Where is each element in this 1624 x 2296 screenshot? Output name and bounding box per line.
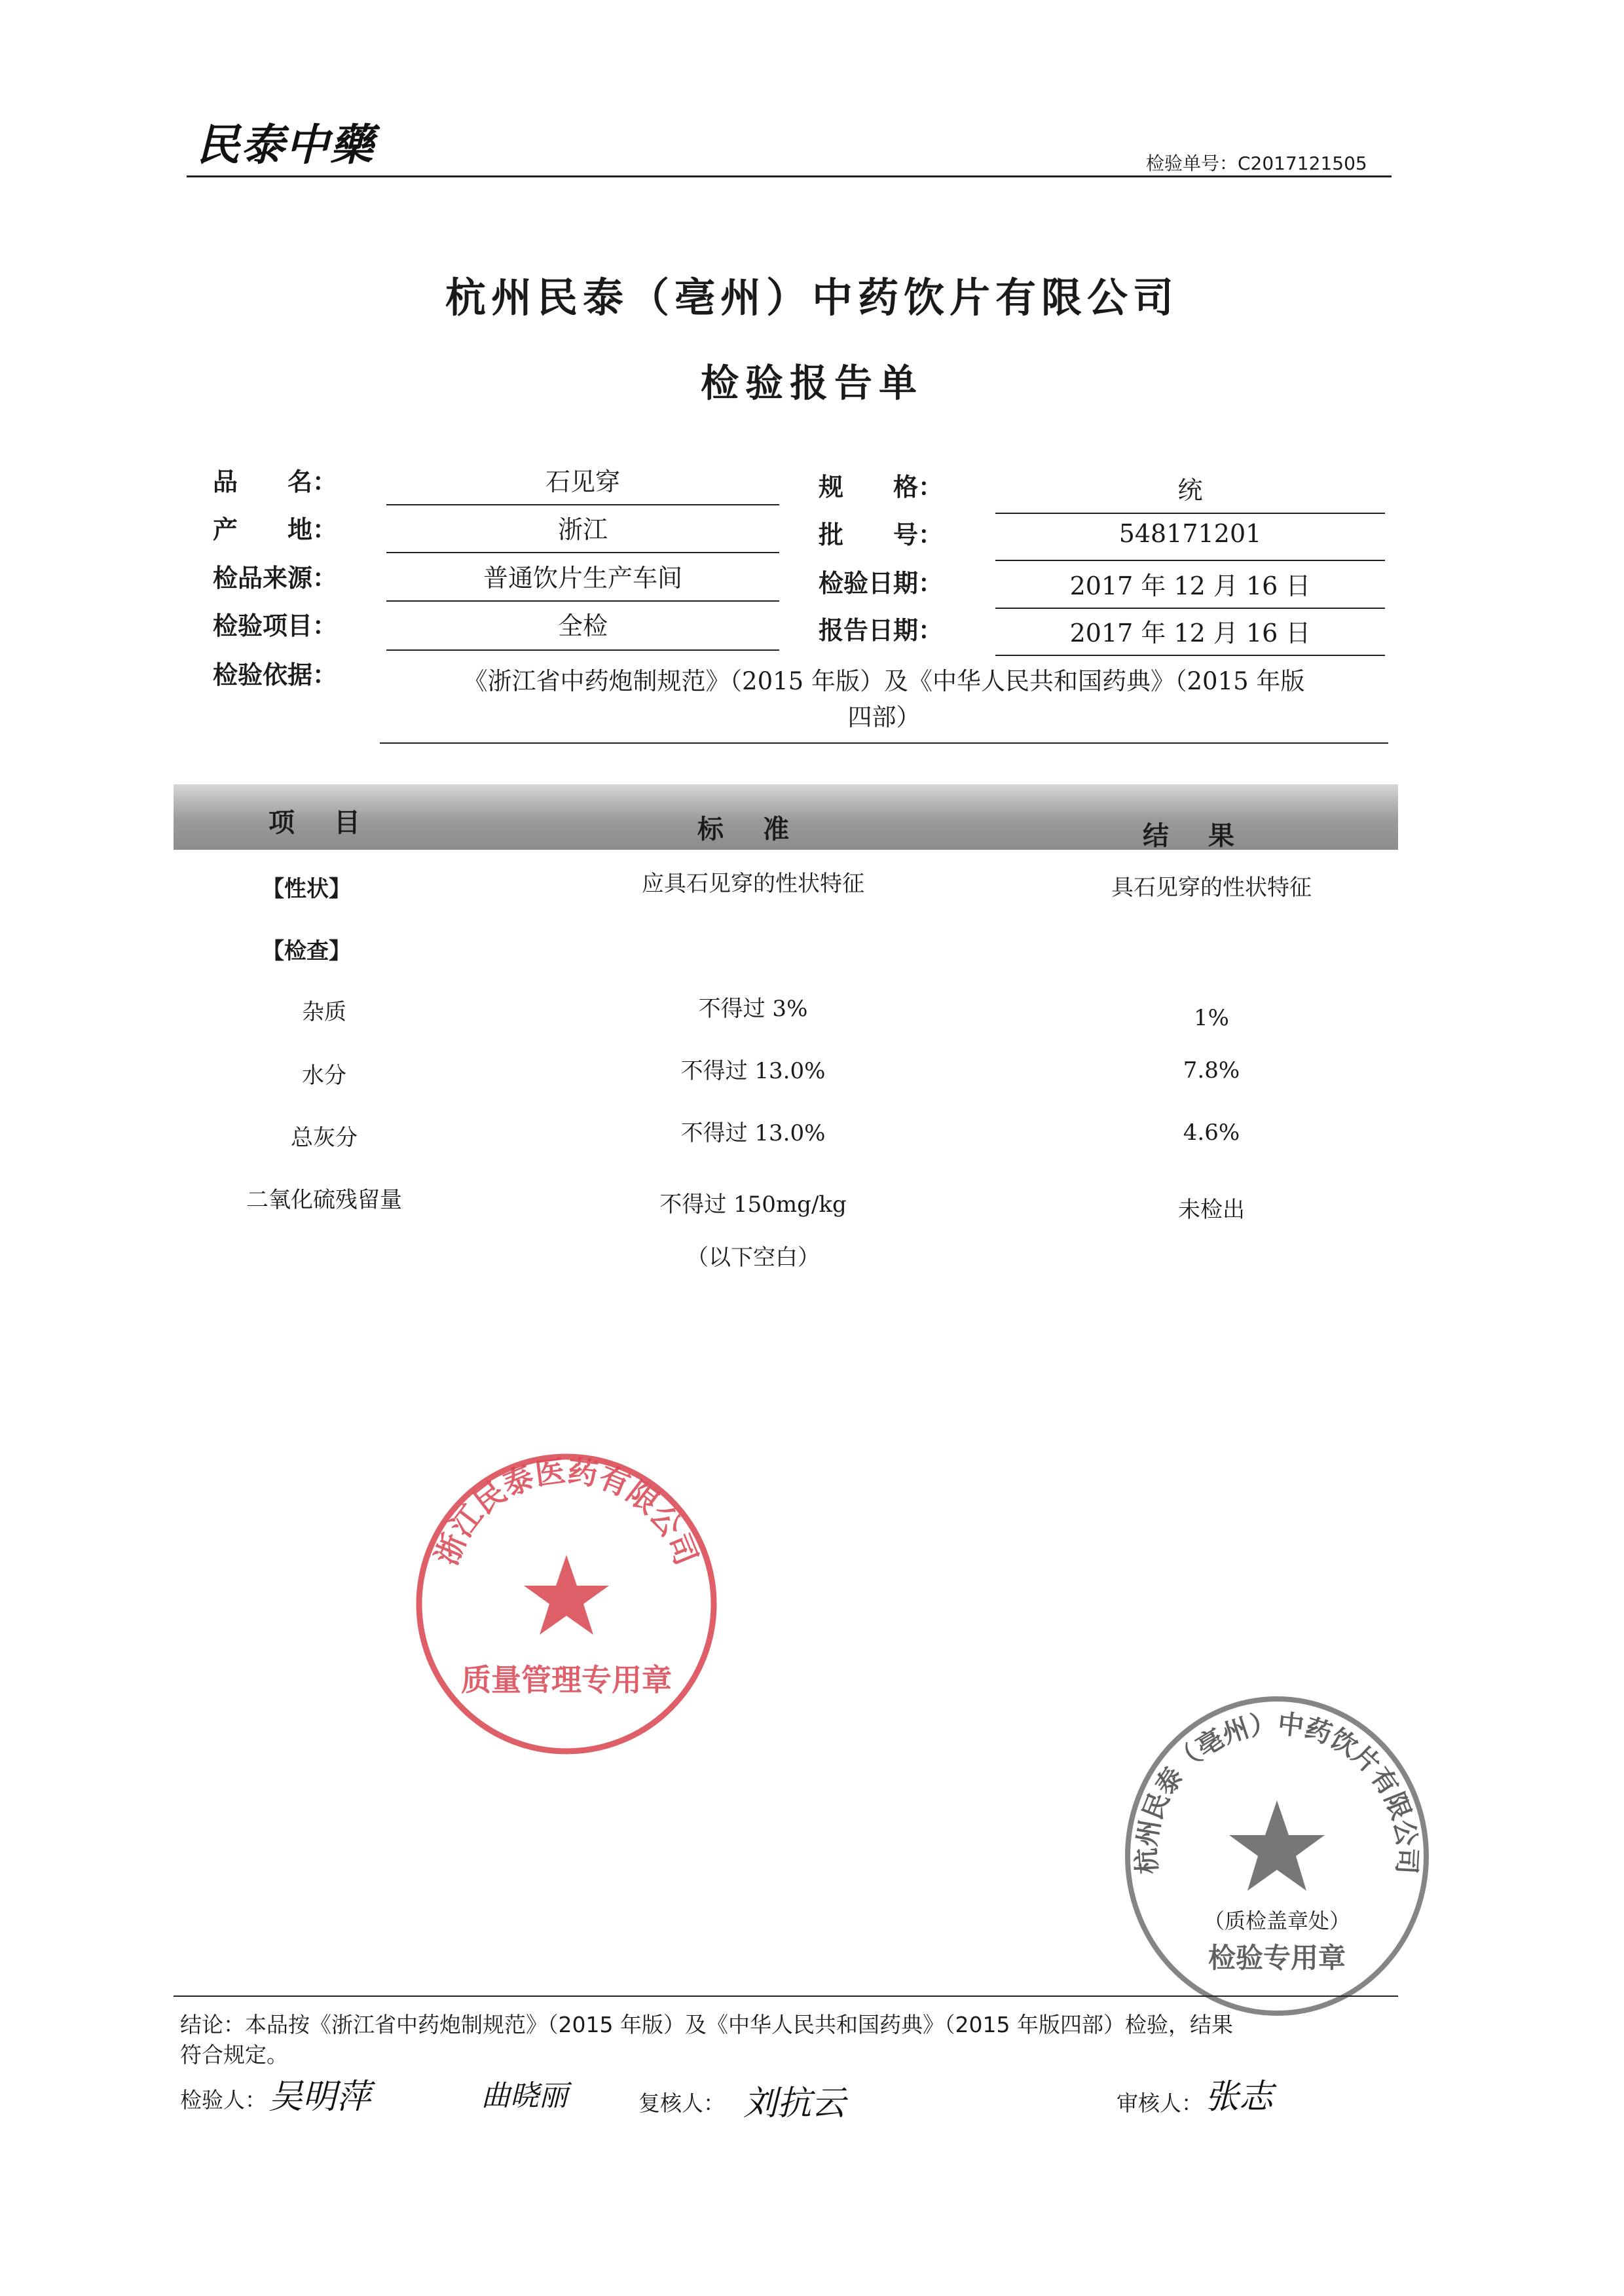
basis-line-2: 四部）: [847, 703, 921, 731]
conclusion: [180, 2010, 1398, 2070]
product-name-label: 品 名：: [213, 467, 338, 496]
svg-text:浙江民泰医药有限公司: 浙江民泰医药有限公司: [428, 1453, 705, 1570]
batch-value: 548171201: [1118, 519, 1262, 548]
origin-value: 浙江: [557, 515, 608, 544]
table-row-result: 1%: [1194, 1005, 1229, 1031]
table-row-standard: 应具石见穿的性状特征: [642, 871, 864, 897]
reviewer-signature: 刘抗云: [743, 2084, 846, 2123]
basis-label: 检验依据：: [213, 661, 338, 689]
col-header-standard: 标准: [697, 814, 828, 845]
quality-stamp-red: [409, 1447, 724, 1761]
batch-underline: [995, 560, 1385, 561]
report-date-value: 2017 年 12 月 16 日: [1069, 619, 1311, 647]
report-date-underline: [995, 655, 1385, 656]
approver-label: 审核人：: [1116, 2090, 1203, 2116]
company-name: 杭州民泰（亳州）中药饮片有限公司: [445, 274, 1179, 321]
table-row-result: 具石见穿的性状特征: [1111, 875, 1312, 901]
item-underline: [386, 649, 779, 651]
col-header-result: 结果: [1143, 821, 1274, 851]
reviewer-label: 复核人：: [638, 2090, 725, 2116]
spec-underline: [995, 513, 1385, 514]
batch-label: 批 号：: [819, 520, 944, 549]
conclusion-divider: [174, 1995, 1398, 1997]
item-value: 全检: [557, 611, 608, 640]
source-underline: [386, 600, 779, 602]
svg-text:杭州民泰（亳州）中药饮片有限公司: 杭州民泰（亳州）中药饮片有限公司: [1132, 1709, 1422, 1875]
blank-note: （以下空白）: [686, 1245, 820, 1271]
inspector-signature-2: 曲晓丽: [481, 2079, 568, 2113]
document-number: 检验单号：C2017121505: [1146, 153, 1367, 174]
inspector-label: 检验人：: [180, 2087, 267, 2113]
table-row-result: 4.6%: [1183, 1120, 1240, 1146]
product-name-value: 石见穿: [545, 467, 620, 496]
table-row-item: 水分: [302, 1063, 346, 1089]
inspect-date-value: 2017 年 12 月 16 日: [1069, 572, 1311, 600]
source-value: 普通饮片生产车间: [483, 564, 682, 592]
table-row-standard: 不得过 13.0%: [680, 1058, 826, 1084]
item-label: 检验项目：: [213, 611, 338, 640]
inspection-stamp-gray: [1120, 1692, 1434, 2020]
table-row-item: 杂质: [302, 999, 346, 1025]
basis-underline: [380, 742, 1388, 744]
origin-underline: [386, 552, 779, 553]
table-row-result: 未检出: [1178, 1197, 1245, 1223]
inspector-signature-1: 吴明萍: [268, 2077, 371, 2117]
approver-signature: 张志: [1205, 2077, 1274, 2117]
table-row-standard: 不得过 150mg/kg: [659, 1192, 847, 1218]
report-date-label: 报告日期：: [819, 616, 944, 645]
spec-value: 统: [1177, 476, 1203, 505]
header-divider: [187, 175, 1392, 177]
table-row-item: 二氧化硫残留量: [246, 1187, 402, 1213]
source-label: 检品来源：: [213, 564, 338, 592]
table-row-standard: 不得过 13.0%: [680, 1120, 826, 1146]
table-row-item: 【性状】: [262, 876, 351, 902]
inspect-date-label: 检验日期：: [819, 569, 944, 598]
table-row-result: 7.8%: [1183, 1057, 1240, 1084]
conclusion-line-1: 结论：本品按《浙江省中药炮制规范》（2015 年版）及《中华人民共和国药典》（2015 年版四部）检验，结果: [180, 2012, 1233, 2037]
spec-label: 规 格：: [819, 473, 944, 501]
table-row-item: 【检查】: [262, 938, 351, 964]
svg-text:（质检盖章处）: （质检盖章处）: [1203, 1908, 1351, 1933]
svg-text:质量管理专用章: 质量管理专用章: [461, 1662, 672, 1698]
company-logo: 民泰中藥: [196, 119, 375, 170]
origin-label: 产 地：: [213, 515, 338, 544]
basis-line-1: 《浙江省中药炮制规范》（2015 年版）及《中华人民共和国药典》（2015 年版: [463, 667, 1305, 695]
inspect-date-underline: [995, 608, 1385, 609]
table-row-item: 总灰分: [291, 1125, 358, 1151]
table-row-standard: 不得过 3%: [698, 996, 808, 1022]
conclusion-line-2: 符合规定。: [180, 2042, 288, 2068]
report-title: 检验报告单: [700, 361, 923, 405]
product-name-underline: [386, 504, 779, 505]
svg-text:检验专用章: 检验专用章: [1208, 1942, 1346, 1974]
col-header-item: 项目: [268, 808, 399, 838]
